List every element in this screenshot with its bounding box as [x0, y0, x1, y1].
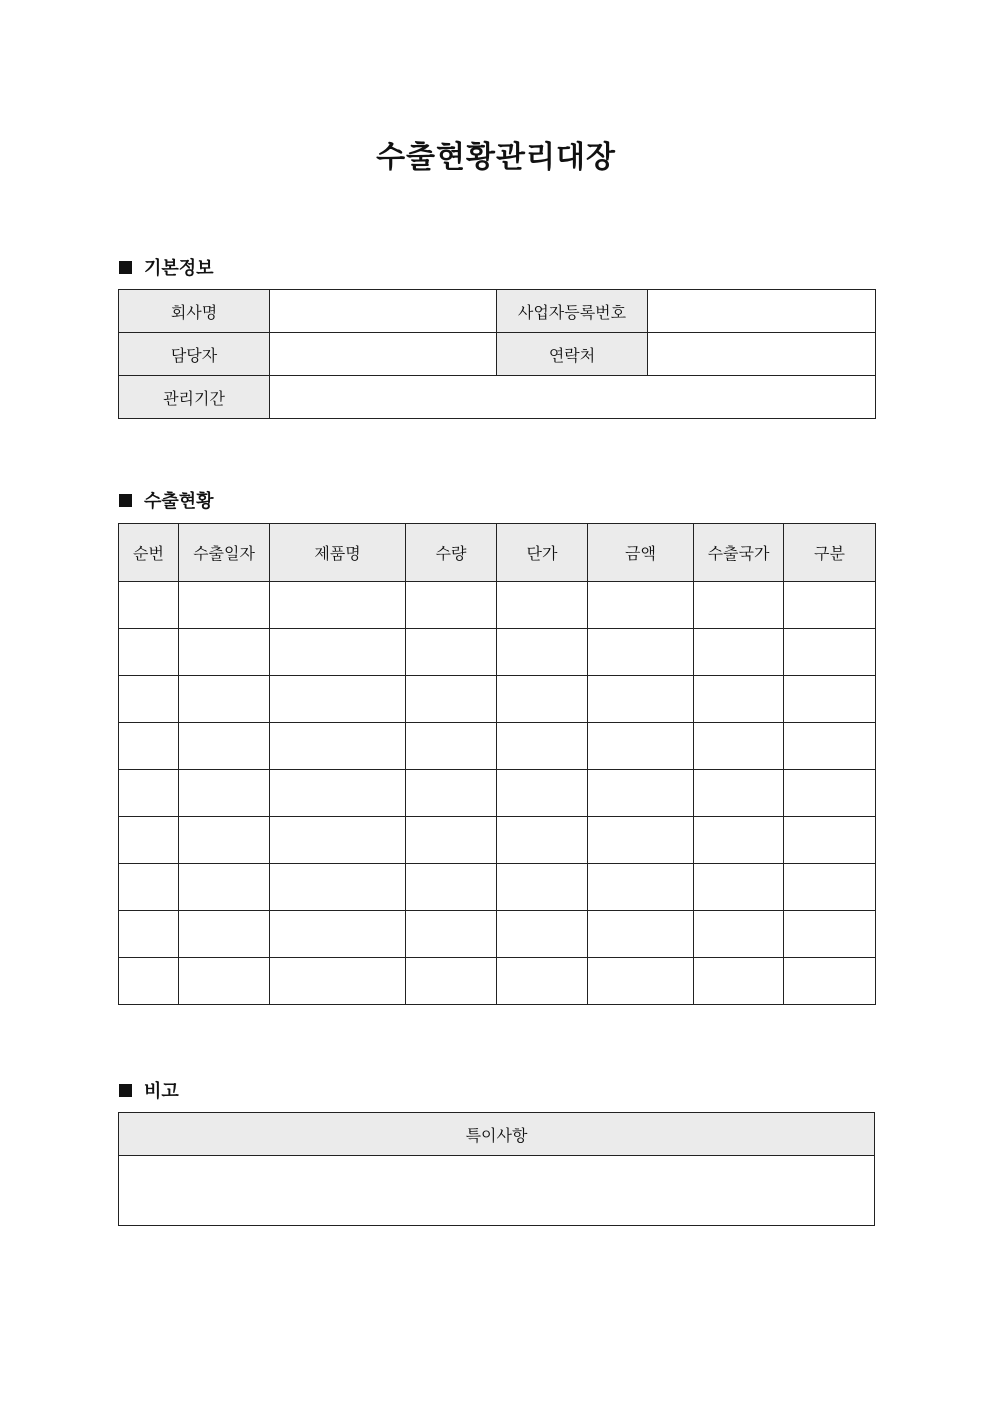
table-cell[interactable]	[784, 629, 876, 676]
table-cell[interactable]	[588, 770, 694, 817]
table-cell[interactable]	[588, 723, 694, 770]
remarks-heading-text: 비고	[144, 1081, 179, 1102]
table-row	[119, 1156, 875, 1226]
table-cell[interactable]	[694, 817, 784, 864]
table-cell[interactable]	[497, 676, 588, 723]
table-cell[interactable]	[784, 582, 876, 629]
management-period-field[interactable]	[270, 376, 876, 419]
table-cell[interactable]	[270, 629, 406, 676]
table-cell[interactable]	[694, 864, 784, 911]
column-header-export-date: 수출일자	[179, 524, 270, 582]
table-header-row	[119, 1113, 875, 1156]
table-cell[interactable]	[588, 958, 694, 1005]
table-cell[interactable]	[270, 582, 406, 629]
remarks-table	[118, 1112, 875, 1226]
table-row	[119, 770, 876, 817]
table-header-row	[119, 524, 876, 582]
table-cell[interactable]	[784, 864, 876, 911]
basic-info-heading-text: 기본정보	[144, 258, 214, 279]
export-status-table	[118, 523, 876, 1005]
table-cell[interactable]	[270, 723, 406, 770]
table-cell[interactable]	[119, 582, 179, 629]
table-cell[interactable]	[497, 817, 588, 864]
table-cell[interactable]	[694, 723, 784, 770]
table-cell[interactable]	[694, 911, 784, 958]
table-row	[119, 376, 876, 419]
table-row	[119, 817, 876, 864]
table-cell[interactable]	[270, 864, 406, 911]
table-cell[interactable]	[784, 911, 876, 958]
table-cell[interactable]	[497, 629, 588, 676]
manager-field[interactable]	[270, 333, 497, 376]
square-bullet-icon	[119, 494, 132, 507]
table-cell[interactable]	[694, 958, 784, 1005]
table-row	[119, 676, 876, 723]
table-cell[interactable]	[588, 629, 694, 676]
table-cell[interactable]	[694, 629, 784, 676]
remarks-heading	[119, 1077, 179, 1103]
table-cell[interactable]	[588, 676, 694, 723]
table-cell[interactable]	[270, 676, 406, 723]
table-cell[interactable]	[497, 723, 588, 770]
column-header-category: 구분	[784, 524, 876, 582]
table-cell[interactable]	[406, 676, 497, 723]
page-title: 수출현황관리대장	[376, 140, 616, 175]
table-cell[interactable]	[588, 817, 694, 864]
table-cell[interactable]	[497, 770, 588, 817]
table-cell[interactable]	[119, 629, 179, 676]
table-cell[interactable]	[694, 676, 784, 723]
column-header-amount: 금액	[588, 524, 694, 582]
table-cell[interactable]	[119, 770, 179, 817]
table-row	[119, 333, 876, 376]
table-cell[interactable]	[179, 582, 270, 629]
manager-label: 담당자	[119, 333, 270, 376]
table-cell[interactable]	[497, 911, 588, 958]
table-cell[interactable]	[119, 864, 179, 911]
contact-label: 연락처	[497, 333, 648, 376]
column-header-product-name: 제품명	[270, 524, 406, 582]
company-name-label: 회사명	[119, 290, 270, 333]
table-cell[interactable]	[406, 817, 497, 864]
table-cell[interactable]	[497, 582, 588, 629]
table-cell[interactable]	[119, 676, 179, 723]
table-cell[interactable]	[784, 723, 876, 770]
column-header-quantity: 수량	[406, 524, 497, 582]
table-cell[interactable]	[406, 723, 497, 770]
table-cell[interactable]	[119, 911, 179, 958]
table-cell[interactable]	[179, 817, 270, 864]
table-cell[interactable]	[694, 770, 784, 817]
special-notes-field[interactable]	[119, 1156, 875, 1226]
table-cell[interactable]	[119, 723, 179, 770]
column-header-unit-price: 단가	[497, 524, 588, 582]
table-cell[interactable]	[784, 676, 876, 723]
column-header-no: 순번	[119, 524, 179, 582]
special-notes-header: 특이사항	[119, 1113, 875, 1156]
export-status-heading	[119, 487, 214, 513]
table-row	[119, 290, 876, 333]
business-number-label: 사업자등록번호	[497, 290, 648, 333]
square-bullet-icon	[119, 261, 132, 274]
company-name-field[interactable]	[270, 290, 497, 333]
table-cell[interactable]	[179, 864, 270, 911]
table-row	[119, 582, 876, 629]
square-bullet-icon	[119, 1084, 132, 1097]
table-cell[interactable]	[784, 958, 876, 1005]
table-cell[interactable]	[784, 817, 876, 864]
table-cell[interactable]	[406, 582, 497, 629]
table-cell[interactable]	[179, 958, 270, 1005]
contact-field[interactable]	[648, 333, 876, 376]
management-period-label: 관리기간	[119, 376, 270, 419]
table-cell[interactable]	[406, 770, 497, 817]
table-row	[119, 911, 876, 958]
table-cell[interactable]	[406, 864, 497, 911]
table-cell[interactable]	[119, 817, 179, 864]
business-number-field[interactable]	[648, 290, 876, 333]
table-cell[interactable]	[588, 582, 694, 629]
export-status-heading-text: 수출현황	[144, 491, 214, 512]
table-cell[interactable]	[179, 629, 270, 676]
table-row	[119, 629, 876, 676]
table-cell[interactable]	[588, 864, 694, 911]
table-cell[interactable]	[179, 676, 270, 723]
table-cell[interactable]	[270, 770, 406, 817]
table-cell[interactable]	[270, 817, 406, 864]
table-cell[interactable]	[270, 958, 406, 1005]
table-cell[interactable]	[497, 864, 588, 911]
table-row	[119, 723, 876, 770]
table-row	[119, 958, 876, 1005]
table-cell[interactable]	[497, 958, 588, 1005]
table-cell[interactable]	[406, 911, 497, 958]
column-header-export-country: 수출국가	[694, 524, 784, 582]
table-cell[interactable]	[406, 958, 497, 1005]
table-cell[interactable]	[179, 911, 270, 958]
table-cell[interactable]	[119, 958, 179, 1005]
table-cell[interactable]	[406, 629, 497, 676]
table-row	[119, 864, 876, 911]
table-cell[interactable]	[588, 911, 694, 958]
basic-info-heading	[119, 254, 214, 280]
table-cell[interactable]	[179, 723, 270, 770]
table-cell[interactable]	[694, 582, 784, 629]
table-cell[interactable]	[784, 770, 876, 817]
table-cell[interactable]	[179, 770, 270, 817]
table-cell[interactable]	[270, 911, 406, 958]
export-status-body	[119, 582, 876, 1005]
basic-info-table	[118, 289, 876, 419]
